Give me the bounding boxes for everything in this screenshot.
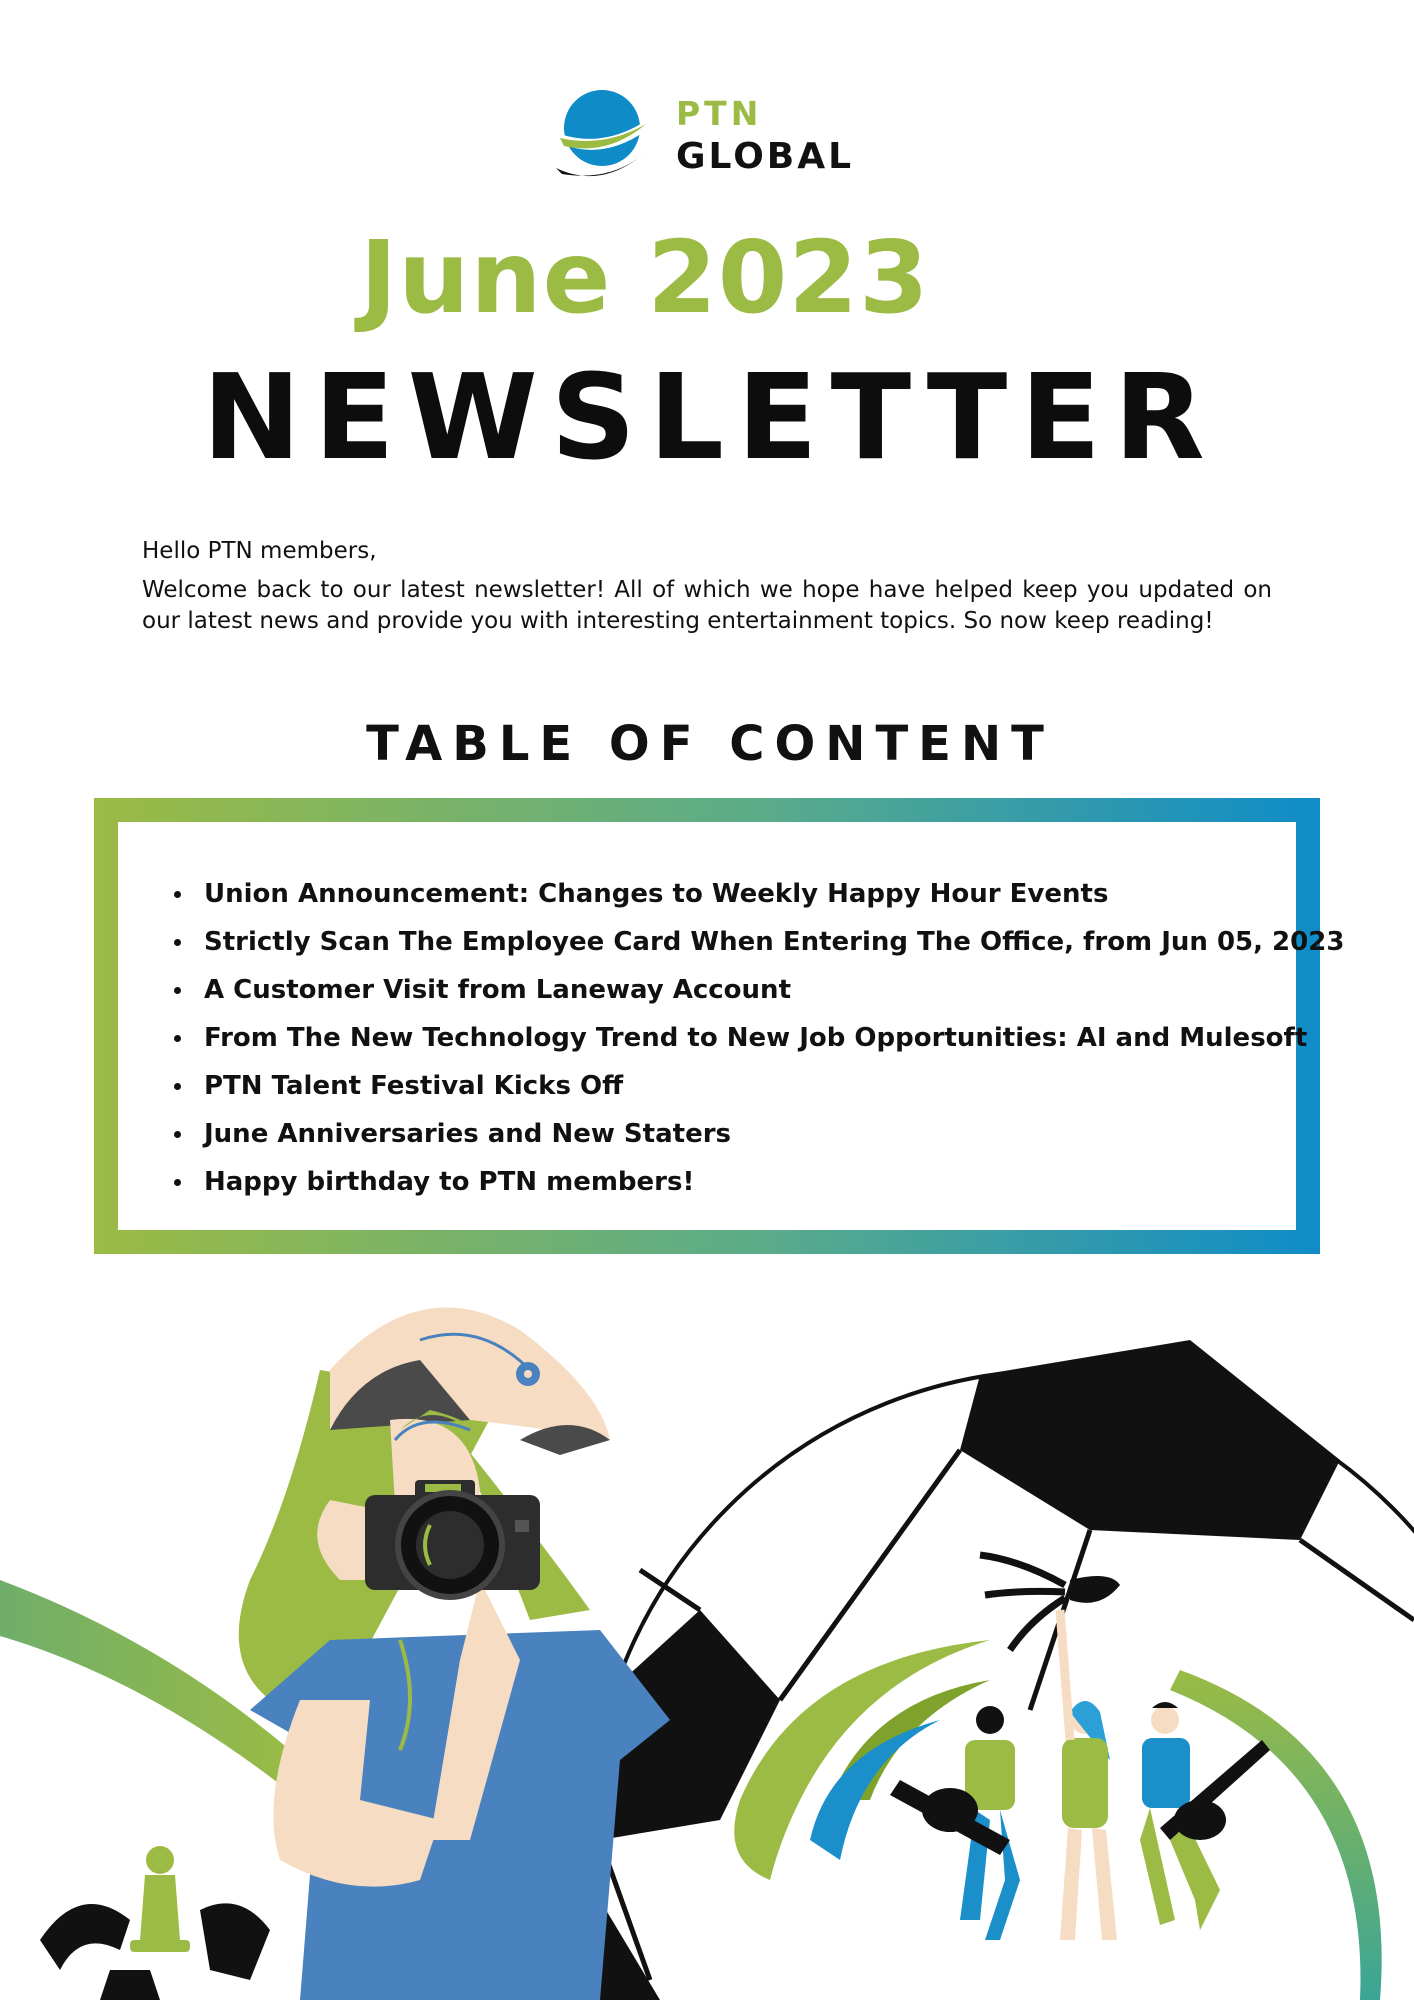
logo-text-ptn: PTN [676,94,763,133]
bullet-icon [174,1035,181,1042]
chess-pieces-icon [40,1846,270,2000]
toc-item[interactable] [174,1114,1294,1162]
bullet-icon [174,939,181,946]
toc-item-label: PTN Talent Festival Kicks Off [204,1071,624,1101]
newsletter-title: NEWSLETTER [202,348,1218,486]
ptn-global-logo [552,86,872,186]
intro-section [142,536,1272,637]
bullet-icon [174,1131,181,1138]
toc-heading: TABLE OF CONTENT [366,716,1054,772]
toc-item-label: From The New Technology Trend to New Job Opportunities: AI and Mulesoft [204,1023,1308,1053]
toc-item-label: Strictly Scan The Employee Card When Entering The Office, from Jun 05, 2023 [204,927,1345,957]
globe-logo-icon [552,86,662,186]
intro-body: Welcome back to our latest newsletter! All of which we hope have helped keep you updated on our latest news and provide you with interesting entertainment topics. So now keep reading! [142,577,1272,634]
toc-item[interactable] [174,874,1294,922]
toc-item[interactable] [174,1018,1308,1066]
toc-item-label: June Anniversaries and New Staters [204,1119,731,1149]
soccer-ball-icon [560,1340,1414,2000]
illustration-scene [0,1280,1414,2000]
toc-item-label: Happy birthday to PTN members! [204,1167,695,1197]
issue-month-title: June 2023 [360,219,930,336]
bullet-icon [174,1179,181,1186]
bullet-icon [174,1083,181,1090]
toc-item[interactable] [174,1162,1294,1210]
photographer-woman-icon [239,1308,670,2000]
toc-item-label: Union Announcement: Changes to Weekly Happy Hour Events [204,879,1109,909]
toc-item-label: A Customer Visit from Laneway Account [204,975,791,1005]
bullet-icon [174,891,181,898]
logo-text-global: GLOBAL [676,136,855,177]
toc-box [118,822,1345,1230]
toc-item[interactable] [174,970,1294,1018]
toc-item[interactable] [174,1066,1294,1114]
toc-list [174,874,1345,1210]
toc-frame [94,798,1345,1254]
intro-greeting: Hello PTN members, [142,538,377,564]
toc-item[interactable] [174,922,1345,970]
bullet-icon [174,987,181,994]
